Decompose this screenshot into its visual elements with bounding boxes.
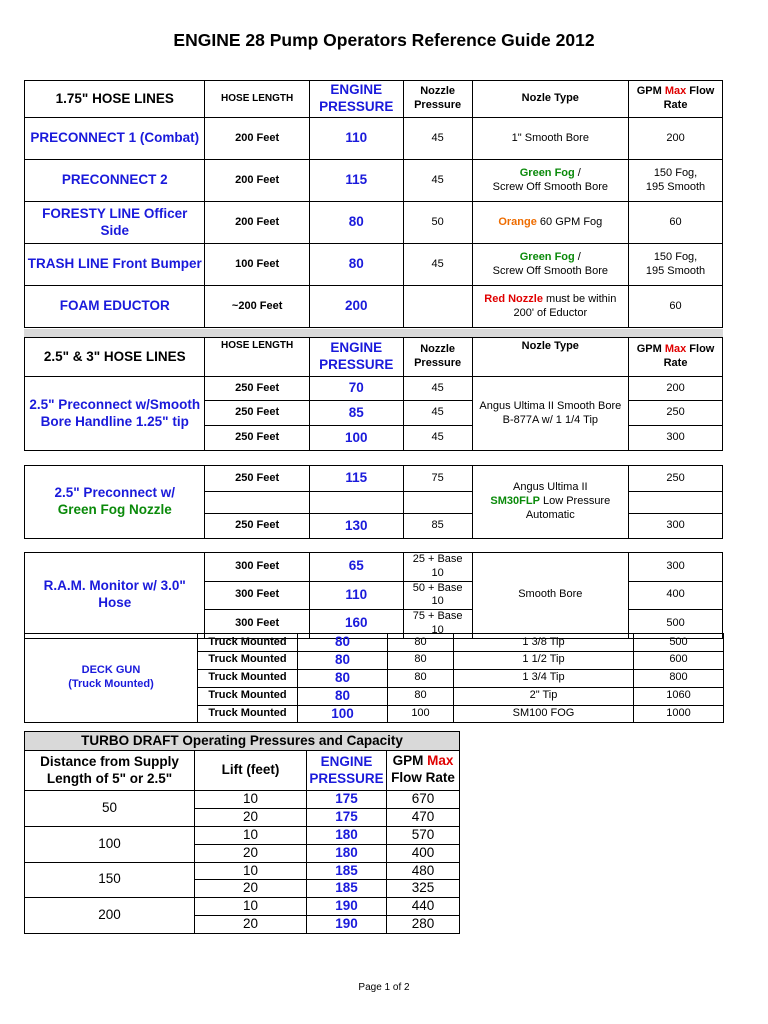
engine-pressure-cell: 110 — [309, 118, 403, 160]
gpm-cell: 500 — [629, 610, 723, 639]
nozzle-type-cell: Orange 60 GPM Fog — [472, 202, 629, 244]
nozzle-type-cell: Red Nozzle must be within 200' of Eductor — [472, 286, 629, 328]
hose-length-cell: Truck Mounted — [198, 651, 298, 669]
engine-pressure-cell: 185 — [307, 862, 387, 880]
gpm-header: GPM Max Flow Rate — [629, 338, 723, 377]
hose-length-cell: 250 Feet — [205, 426, 309, 451]
nozzle-type-cell: SM100 FOG — [454, 705, 634, 723]
table-header-row — [25, 751, 460, 791]
nozzle-pressure-cell: 85 — [403, 514, 472, 539]
nozzle-pressure-cell: 45 — [403, 401, 472, 426]
nozzle-pressure-cell: 100 — [388, 705, 454, 723]
nozzle-type-header: Nozle Type — [472, 338, 629, 377]
engine-pressure-cell: 65 — [309, 553, 403, 582]
gpm-cell: 570 — [387, 826, 460, 844]
engine-pressure-cell: 70 — [309, 377, 403, 401]
hose-length-header: HOSE LENGTH — [205, 338, 309, 377]
engine-pressure-cell: 130 — [309, 514, 403, 539]
engine-pressure-header: ENGINE PRESSURE — [307, 751, 387, 791]
gpm-cell: 280 — [387, 916, 460, 934]
hose-length-cell: 200 Feet — [205, 118, 309, 160]
nozzle-pressure-cell: 45 — [403, 118, 472, 160]
hose-length-cell — [205, 492, 309, 514]
table-row — [25, 244, 723, 286]
gpm-cell: 480 — [387, 862, 460, 880]
nozzle-pressure-cell: 50 — [403, 202, 472, 244]
engine-pressure-cell: 85 — [309, 401, 403, 426]
hose-length-cell: 250 Feet — [205, 514, 309, 539]
hose-length-cell: 250 Feet — [205, 377, 309, 401]
nozzle-pressure-cell: 25 + Base 10 — [403, 553, 472, 582]
hose-length-cell: ~200 Feet — [205, 286, 309, 328]
gpm-header: GPM Max Flow Rate — [629, 81, 723, 118]
hose-length-cell: 250 Feet — [205, 466, 309, 492]
nozzle-type-cell: Green Fog / Screw Off Smooth Bore — [472, 160, 629, 202]
gpm-cell: 200 — [629, 118, 723, 160]
table-row — [25, 202, 723, 244]
nozzle-type-header: Nozle Type — [472, 81, 629, 118]
table-header-row — [25, 732, 460, 751]
gpm-cell: 670 — [387, 791, 460, 809]
gpm-cell: 400 — [629, 581, 723, 610]
distance-cell: 50 — [25, 791, 195, 827]
line-label: PRECONNECT 2 — [25, 160, 205, 202]
table-row — [25, 286, 723, 328]
hose-length-header: HOSE LENGTH — [205, 81, 309, 118]
nozzle-type-cell: 1 3/8 Tip — [454, 634, 634, 652]
gpm-cell: 800 — [634, 669, 724, 687]
engine-pressure-cell: 80 — [298, 669, 388, 687]
engine-pressure-cell — [309, 492, 403, 514]
distance-cell: 200 — [25, 898, 195, 934]
turbo-draft-table — [24, 731, 460, 934]
gpm-cell: 60 — [629, 202, 723, 244]
engine-pressure-cell: 80 — [298, 634, 388, 652]
nozzle-pressure-cell: 45 — [403, 377, 472, 401]
hose-length-cell: 250 Feet — [205, 401, 309, 426]
lift-cell: 10 — [195, 862, 307, 880]
nozzle-pressure-cell: 80 — [388, 634, 454, 652]
nozzle-pressure-header: Nozzle Pressure — [403, 81, 472, 118]
nozzle-pressure-cell — [403, 286, 472, 328]
lift-cell: 20 — [195, 880, 307, 898]
gpm-header: GPM Max Flow Rate — [387, 751, 460, 791]
section-title: 2.5" & 3" HOSE LINES — [25, 338, 205, 377]
hose-length-cell: Truck Mounted — [198, 705, 298, 723]
nozzle-pressure-header: Nozzle Pressure — [403, 338, 472, 377]
gpm-cell: 250 — [629, 466, 723, 492]
green-fog-table — [24, 465, 723, 539]
engine-pressure-cell: 100 — [298, 705, 388, 723]
engine-pressure-cell: 180 — [307, 826, 387, 844]
table-row — [25, 466, 723, 492]
engine-pressure-cell: 80 — [298, 687, 388, 705]
engine-pressure-cell: 100 — [309, 426, 403, 451]
nozzle-type-cell: Angus Ultima II SM30FLP Low Pressure Automatic — [472, 466, 629, 539]
hose-length-cell: Truck Mounted — [198, 634, 298, 652]
page-footer: Page 1 of 2 — [358, 982, 410, 993]
hose-length-cell: 200 Feet — [205, 202, 309, 244]
line-label: R.A.M. Monitor w/ 3.0" Hose — [25, 553, 205, 639]
hose-25-table — [24, 337, 723, 451]
table-header-row — [25, 338, 723, 377]
nozzle-type-cell: 1 3/4 Tip — [454, 669, 634, 687]
nozzle-type-cell: Angus Ultima II Smooth Bore B-877A w/ 1 1/4 Tip — [472, 377, 629, 451]
table-row — [25, 160, 723, 202]
lift-cell: 20 — [195, 844, 307, 862]
line-label: FORESTY LINE Officer Side — [25, 202, 205, 244]
ram-monitor-table — [24, 552, 723, 639]
engine-pressure-cell: 200 — [309, 286, 403, 328]
lift-cell: 10 — [195, 826, 307, 844]
page-title: ENGINE 28 Pump Operators Reference Guide 2012 — [173, 30, 595, 50]
engine-pressure-cell: 80 — [298, 651, 388, 669]
hose-length-cell: Truck Mounted — [198, 687, 298, 705]
nozzle-pressure-cell: 80 — [388, 651, 454, 669]
turbo-draft-title: TURBO DRAFT Operating Pressures and Capacity — [25, 732, 460, 751]
gpm-cell: 300 — [629, 553, 723, 582]
hose-length-cell: 300 Feet — [205, 610, 309, 639]
gpm-cell: 250 — [629, 401, 723, 426]
engine-pressure-cell: 185 — [307, 880, 387, 898]
distance-cell: 150 — [25, 862, 195, 898]
engine-pressure-cell: 115 — [309, 160, 403, 202]
engine-pressure-cell: 80 — [309, 244, 403, 286]
deck-gun-table — [24, 633, 724, 723]
engine-pressure-cell: 80 — [309, 202, 403, 244]
gpm-cell: 60 — [629, 286, 723, 328]
gpm-cell: 200 — [629, 377, 723, 401]
table-row — [25, 377, 723, 401]
lift-cell: 20 — [195, 808, 307, 826]
line-label: 2.5" Preconnect w/ Green Fog Nozzle — [25, 466, 205, 539]
section-divider — [24, 329, 723, 337]
nozzle-type-cell: Green Fog / Screw Off Smooth Bore — [472, 244, 629, 286]
gpm-cell: 500 — [634, 634, 724, 652]
distance-cell: 100 — [25, 826, 195, 862]
line-label: PRECONNECT 1 (Combat) — [25, 118, 205, 160]
lift-cell: 10 — [195, 791, 307, 809]
table-header-row — [25, 81, 723, 118]
line-label: TRASH LINE Front Bumper — [25, 244, 205, 286]
lift-cell: 20 — [195, 916, 307, 934]
engine-pressure-header: ENGINE PRESSURE — [309, 338, 403, 377]
nozzle-pressure-cell: 75 — [403, 466, 472, 492]
nozzle-pressure-cell: 50 + Base 10 — [403, 581, 472, 610]
nozzle-pressure-cell — [403, 492, 472, 514]
engine-pressure-cell: 175 — [307, 791, 387, 809]
engine-pressure-cell: 160 — [309, 610, 403, 639]
table-row — [25, 634, 724, 652]
nozzle-type-cell: 1" Smooth Bore — [472, 118, 629, 160]
engine-pressure-cell: 190 — [307, 916, 387, 934]
nozzle-pressure-cell: 45 — [403, 160, 472, 202]
hose-length-cell: 300 Feet — [205, 581, 309, 610]
engine-pressure-cell: 180 — [307, 844, 387, 862]
nozzle-pressure-cell: 45 — [403, 244, 472, 286]
line-label: DECK GUN (Truck Mounted) — [25, 634, 198, 723]
gpm-cell — [629, 492, 723, 514]
gpm-cell: 440 — [387, 898, 460, 916]
gpm-cell: 470 — [387, 808, 460, 826]
lift-header: Lift (feet) — [195, 751, 307, 791]
line-label: FOAM EDUCTOR — [25, 286, 205, 328]
gpm-cell: 300 — [629, 426, 723, 451]
table-row — [25, 862, 460, 880]
nozzle-type-cell: 1 1/2 Tip — [454, 651, 634, 669]
gpm-cell: 300 — [629, 514, 723, 539]
section-title: 1.75" HOSE LINES — [25, 81, 205, 118]
hose-175-table — [24, 80, 723, 328]
hose-length-cell: 200 Feet — [205, 160, 309, 202]
table-row — [25, 118, 723, 160]
table-row — [25, 826, 460, 844]
gpm-cell: 1000 — [634, 705, 724, 723]
table-row — [25, 791, 460, 809]
nozzle-pressure-cell: 45 — [403, 426, 472, 451]
engine-pressure-header: ENGINE PRESSURE — [309, 81, 403, 118]
table-row — [25, 553, 723, 582]
hose-length-cell: Truck Mounted — [198, 669, 298, 687]
gpm-cell: 150 Fog, 195 Smooth — [629, 160, 723, 202]
line-label: 2.5" Preconnect w/Smooth Bore Handline 1.25" tip — [25, 377, 205, 451]
table-row — [25, 898, 460, 916]
engine-pressure-cell: 110 — [309, 581, 403, 610]
engine-pressure-cell: 115 — [309, 466, 403, 492]
nozzle-pressure-cell: 80 — [388, 687, 454, 705]
engine-pressure-cell: 175 — [307, 808, 387, 826]
nozzle-type-cell: Smooth Bore — [472, 553, 629, 639]
nozzle-pressure-cell: 75 + Base 10 — [403, 610, 472, 639]
hose-length-cell: 100 Feet — [205, 244, 309, 286]
gpm-cell: 600 — [634, 651, 724, 669]
gpm-cell: 325 — [387, 880, 460, 898]
nozzle-pressure-cell: 80 — [388, 669, 454, 687]
lift-cell: 10 — [195, 898, 307, 916]
gpm-cell: 1060 — [634, 687, 724, 705]
distance-header: Distance from Supply Length of 5" or 2.5" — [25, 751, 195, 791]
engine-pressure-cell: 190 — [307, 898, 387, 916]
nozzle-type-cell: 2" Tip — [454, 687, 634, 705]
hose-length-cell: 300 Feet — [205, 553, 309, 582]
gpm-cell: 150 Fog, 195 Smooth — [629, 244, 723, 286]
gpm-cell: 400 — [387, 844, 460, 862]
